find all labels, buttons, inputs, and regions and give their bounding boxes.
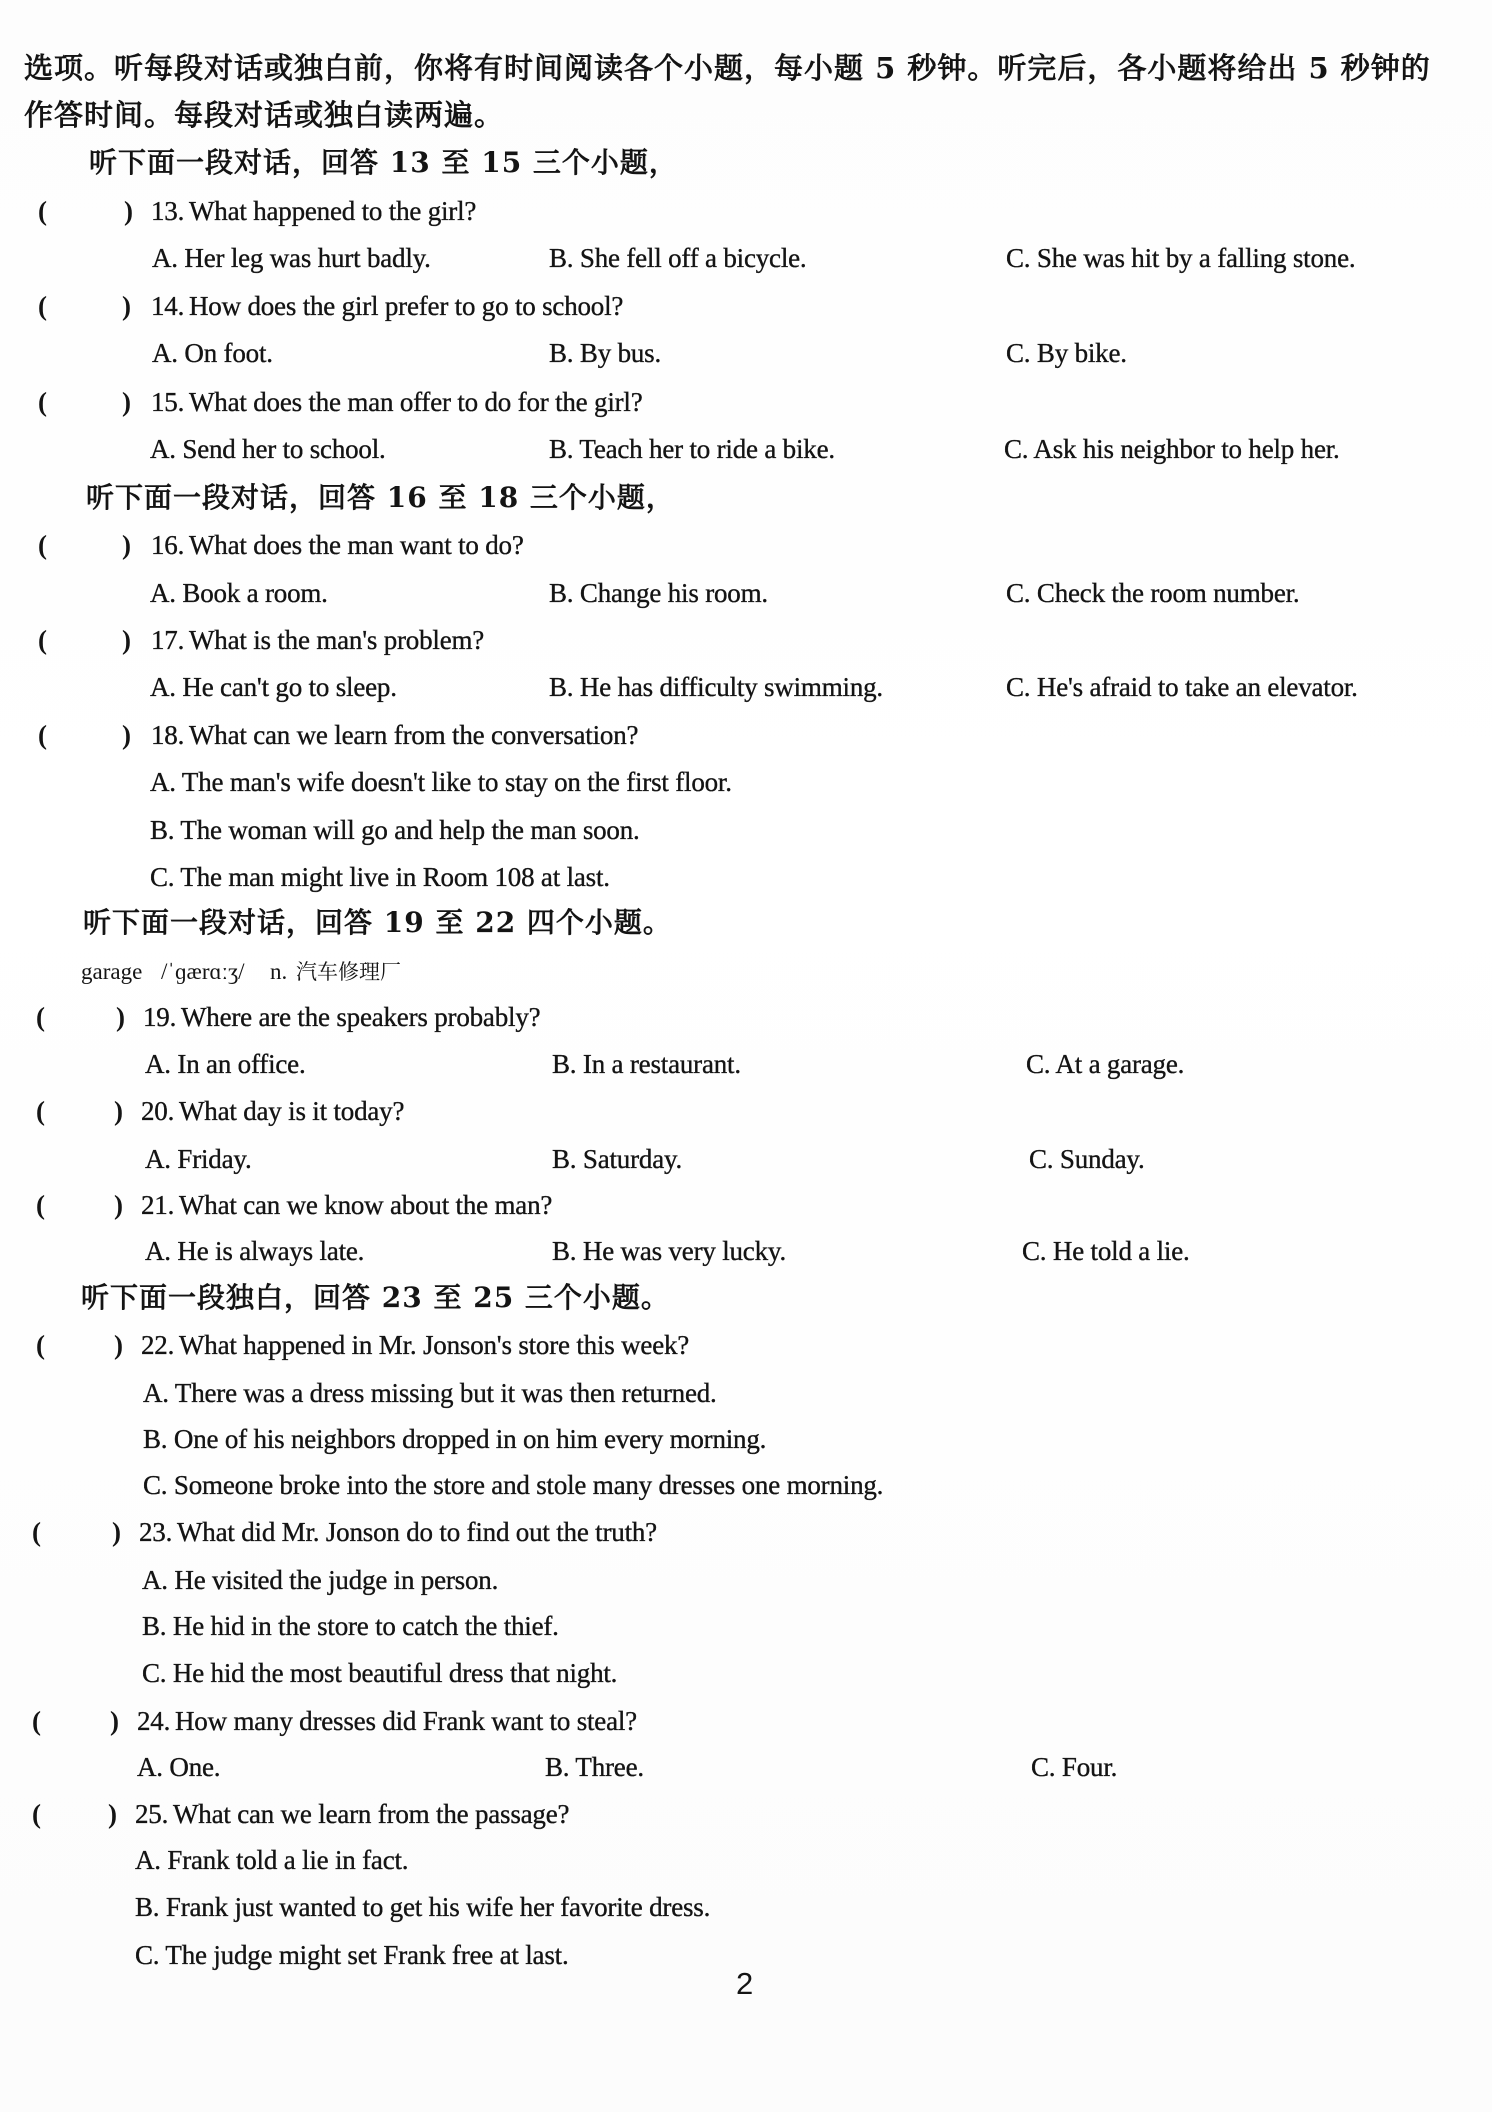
section-heading-text: 听下面一段对话，回答 13 至 15 三个小题， [89, 146, 678, 179]
option-b: B. The woman will go and help the man soon. [150, 815, 640, 845]
question-number: 24. [137, 1706, 171, 1736]
option-a: A. In an office. [145, 1049, 306, 1079]
question-19 [0, 999, 1492, 1035]
answer-bracket-close: ) [110, 1706, 119, 1736]
option-c: C. She was hit by a falling stone. [1006, 243, 1356, 273]
question-21-options [0, 1233, 1492, 1269]
answer-bracket-open: ( [32, 1706, 41, 1736]
answer-bracket-open: ( [32, 1799, 41, 1829]
question-18-option-a [0, 764, 1492, 800]
option-c: C. The judge might set Frank free at last. [135, 1940, 569, 1970]
section-heading [0, 1280, 1492, 1316]
answer-bracket-close: ) [114, 1190, 123, 1220]
glossary-word: garage [81, 959, 143, 984]
question-number: 17. [151, 625, 185, 655]
question-20-options [0, 1141, 1492, 1177]
option-c: C. He's afraid to take an elevator. [1006, 672, 1358, 702]
question-17-options [0, 669, 1492, 705]
instructions-text: 选项。听每段对话或独白前，你将有时间阅读各个小题，每小题 5 秒钟。听完后，各小题将给出 5 秒钟的 [24, 51, 1431, 85]
question-23-option-b [0, 1608, 1492, 1644]
question-number: 18. [151, 720, 185, 750]
question-15-options [0, 431, 1492, 467]
option-b: B. Three. [545, 1752, 644, 1782]
question-18-option-c [0, 859, 1492, 895]
section-heading-text: 听下面一段对话，回答 19 至 22 四个小题。 [83, 906, 672, 939]
answer-bracket-open: ( [38, 196, 47, 226]
section-heading [0, 480, 1492, 516]
option-a: A. On foot. [152, 338, 273, 368]
answer-bracket-open: ( [38, 530, 47, 560]
option-c: C. Ask his neighbor to help her. [1004, 434, 1340, 464]
answer-bracket-close: ) [122, 291, 131, 321]
question-number: 23. [139, 1517, 173, 1547]
option-b: B. Teach her to ride a bike. [549, 434, 835, 464]
glossary-meaning: 汽车修理厂 [296, 960, 401, 984]
question-16 [0, 527, 1492, 563]
instructions-text: 作答时间。每段对话或独白读两遍。 [24, 98, 505, 132]
question-25 [0, 1796, 1492, 1832]
answer-bracket-open: ( [38, 720, 47, 750]
answer-bracket-open: ( [36, 1096, 45, 1126]
question-14 [0, 288, 1492, 324]
option-b: B. He hid in the store to catch the thief. [142, 1611, 559, 1641]
question-text: What can we learn from the passage? [173, 1799, 570, 1829]
question-number: 13. [151, 196, 185, 226]
section-heading [0, 145, 1492, 181]
question-18 [0, 717, 1492, 753]
option-b: B. Saturday. [552, 1144, 683, 1174]
question-25-option-b [0, 1889, 1492, 1925]
question-text: What can we know about the man? [179, 1190, 553, 1220]
option-a: A. Her leg was hurt badly. [152, 243, 431, 273]
question-number: 22. [141, 1330, 175, 1360]
question-22-option-c [0, 1467, 1492, 1503]
question-14-options [0, 335, 1492, 371]
question-text: What is the man's problem? [189, 625, 485, 655]
question-number: 21. [141, 1190, 175, 1220]
question-text: What happened in Mr. Jonson's store this week? [179, 1330, 690, 1360]
section-heading [0, 905, 1492, 941]
glossary-note [0, 954, 1492, 990]
question-25-option-a [0, 1842, 1492, 1878]
answer-bracket-open: ( [38, 625, 47, 655]
answer-bracket-open: ( [36, 1002, 45, 1032]
answer-bracket-open: ( [36, 1330, 45, 1360]
page-number: 2 [736, 1966, 754, 2001]
option-b: B. By bus. [549, 338, 662, 368]
option-a: A. He visited the judge in person. [142, 1565, 499, 1595]
question-text: Where are the speakers probably? [181, 1002, 541, 1032]
question-text: What does the man want to do? [189, 530, 524, 560]
option-c: C. The man might live in Room 108 at last. [150, 862, 610, 892]
question-text: What can we learn from the conversation? [189, 720, 639, 750]
option-c: C. Sunday. [1029, 1144, 1145, 1174]
question-17 [0, 622, 1492, 658]
option-c: C. By bike. [1006, 338, 1127, 368]
answer-bracket-close: ) [122, 720, 131, 750]
question-22-option-b [0, 1421, 1492, 1457]
option-a: A. Send her to school. [150, 434, 386, 464]
question-24-options [0, 1749, 1492, 1785]
option-a: A. He is always late. [145, 1236, 365, 1266]
option-b: B. Frank just wanted to get his wife her favorite dress. [135, 1892, 711, 1922]
answer-bracket-close: ) [114, 1330, 123, 1360]
answer-bracket-close: ) [122, 387, 131, 417]
answer-bracket-close: ) [122, 625, 131, 655]
option-c: C. At a garage. [1026, 1049, 1185, 1079]
question-number: 15. [151, 387, 185, 417]
option-c: C. Four. [1031, 1752, 1118, 1782]
glossary-pos: n. [270, 959, 288, 984]
question-text: What did Mr. Jonson do to find out the truth? [177, 1517, 657, 1547]
question-number: 19. [143, 1002, 177, 1032]
question-16-options [0, 575, 1492, 611]
question-number: 14. [151, 291, 185, 321]
question-23 [0, 1514, 1492, 1550]
question-21 [0, 1187, 1492, 1223]
answer-bracket-open: ( [36, 1190, 45, 1220]
option-c: C. Someone broke into the store and stole many dresses one morning. [143, 1470, 884, 1500]
option-a: A. There was a dress missing but it was then returned. [143, 1378, 717, 1408]
option-c: C. He hid the most beautiful dress that night. [142, 1658, 618, 1688]
option-a: A. One. [137, 1752, 221, 1782]
question-text: What day is it today? [179, 1096, 405, 1126]
option-c: C. Check the room number. [1006, 578, 1300, 608]
option-a: A. The man's wife doesn't like to stay on the first floor. [150, 767, 732, 797]
question-24 [0, 1703, 1492, 1739]
option-b: B. Change his room. [549, 578, 768, 608]
question-18-option-b [0, 812, 1492, 848]
question-20 [0, 1093, 1492, 1129]
answer-bracket-open: ( [38, 387, 47, 417]
question-13-options [0, 240, 1492, 276]
question-number: 20. [141, 1096, 175, 1126]
answer-bracket-close: ) [114, 1096, 123, 1126]
option-b: B. In a restaurant. [552, 1049, 741, 1079]
answer-bracket-close: ) [108, 1799, 117, 1829]
answer-bracket-close: ) [112, 1517, 121, 1547]
question-text: How does the girl prefer to go to school? [189, 291, 624, 321]
question-text: How many dresses did Frank want to steal? [175, 1706, 637, 1736]
answer-bracket-close: ) [116, 1002, 125, 1032]
instructions-line-1 [0, 50, 1492, 86]
answer-bracket-open: ( [32, 1517, 41, 1547]
question-22-option-a [0, 1375, 1492, 1411]
question-15 [0, 384, 1492, 420]
answer-bracket-close: ) [124, 196, 133, 226]
option-c: C. He told a lie. [1022, 1236, 1190, 1266]
answer-bracket-close: ) [122, 530, 131, 560]
question-22 [0, 1327, 1492, 1363]
option-a: A. Frank told a lie in fact. [135, 1845, 409, 1875]
question-number: 25. [135, 1799, 169, 1829]
section-heading-text: 听下面一段独白，回答 23 至 25 三个小题。 [81, 1281, 670, 1314]
question-19-options [0, 1046, 1492, 1082]
question-23-option-c [0, 1655, 1492, 1691]
section-heading-text: 听下面一段对话，回答 16 至 18 三个小题， [86, 481, 675, 514]
question-text: What does the man offer to do for the girl? [189, 387, 643, 417]
option-a: A. Book a room. [150, 578, 328, 608]
option-b: B. She fell off a bicycle. [549, 243, 807, 273]
option-b: B. One of his neighbors dropped in on him every morning. [143, 1424, 767, 1454]
option-b: B. He has difficulty swimming. [549, 672, 883, 702]
glossary-phonetic: /ˈɡærɑːʒ/ [161, 959, 245, 984]
instructions-line-2 [0, 97, 1492, 133]
page-footer [0, 1966, 1492, 2002]
option-b: B. He was very lucky. [552, 1236, 786, 1266]
option-a: A. He can't go to sleep. [150, 672, 397, 702]
option-a: A. Friday. [145, 1144, 252, 1174]
question-13 [0, 193, 1492, 229]
answer-bracket-open: ( [38, 291, 47, 321]
question-23-option-a [0, 1562, 1492, 1598]
question-text: What happened to the girl? [189, 196, 477, 226]
question-number: 16. [151, 530, 185, 560]
